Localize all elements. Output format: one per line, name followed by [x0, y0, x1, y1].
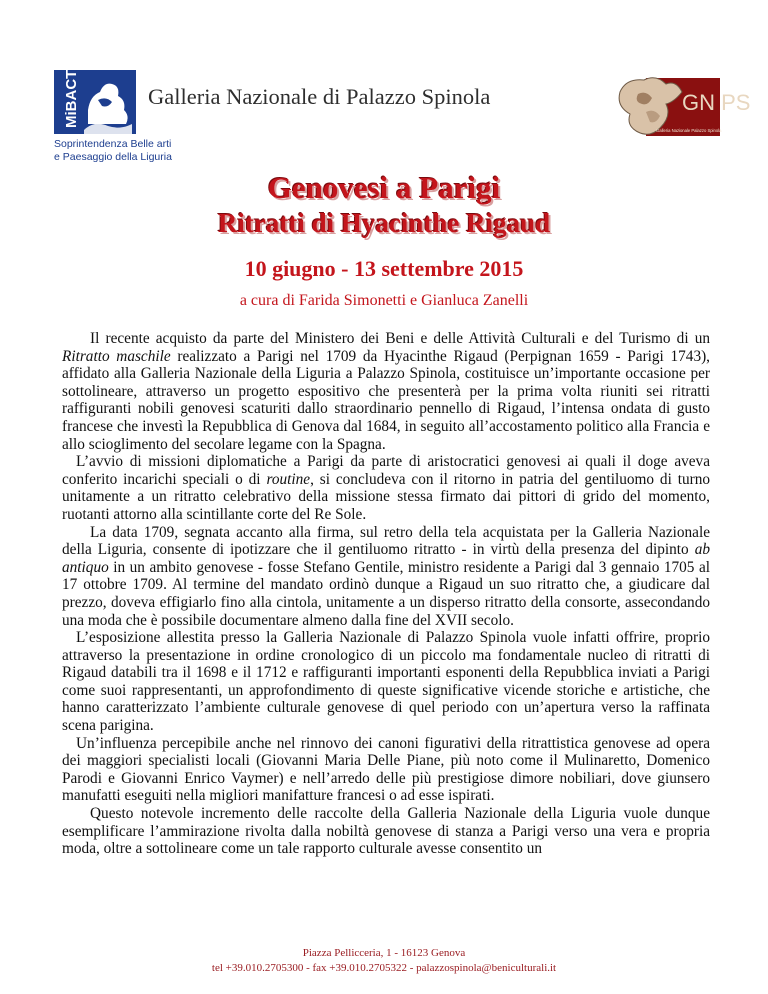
paragraph-2-text-a: L’avvio di missioni diplomatiche a Parigi da parte di aristocratici genovesi ai quali il doge aveva conferito incarichi speciali o di [62, 453, 710, 488]
paragraph-3-text-b: in un ambito genovese - fosse Stefano Gentile, ministro residente a Parigi dal 3 gennaio 1705 al 17 ottobre 1709. Al termine del mandato ordinò dunque a Rigaud un suo ritratto che, a giudicare dal prezzo, doveva effigiarlo fino alla cintola, unitamente a un disperso ritratto della consorte, assecondando una moda che è possibile documentare almeno dalla fine del XVII secolo. [62, 558, 710, 629]
gnps-logo-graphic [616, 72, 751, 144]
ministry-subtitle [54, 138, 214, 163]
exhibition-subtitle: Ritratti di Hyacinthe Rigaud [217, 208, 551, 238]
exhibition-title: Genovesi a Parigi [267, 170, 501, 205]
paragraph-4: L’esposizione allestita presso la Galleria Nazionale di Palazzo Spinola vuole infatti offrire, proprio attraverso la presentazione in ordine cronologico di un piccolo ma fondamentale nucleo di ritratti di Rigaud databili tra il 1698 e il 1712 e raffiguranti importanti esponenti della Repubblica inviati a Parigi come suoi rappresentanti, un approfondimento di queste significative vicende storiche e artistiche, che hanno caratterizzato l’ambiente culturale genovese di quel periodo con un’apertura verso la raffinata scena parigina. [62, 629, 710, 735]
paragraph-6: Questo notevole incremento delle raccolte della Galleria Nazionale della Liguria vuole dunque esemplificare l’ammirazione rivolta dalla nobiltà genovese di stanza a Parigi verso una vera e propria moda, oltre a sottolineare come un tale rapporto culturale avesse consentito un [62, 805, 710, 858]
gnps-logo [616, 72, 751, 144]
exhibition-curators: a cura di Farida Simonetti e Gianluca Zanelli [239, 292, 529, 309]
paragraph-3-italic: ab antiquo [62, 541, 710, 576]
paragraph-1-italic: Ritratto maschile [62, 347, 171, 365]
mibact-logo [54, 70, 136, 134]
mibact-logo-graphic [54, 70, 136, 134]
footer-contacts: tel +39.010.2705300 - fax +39.010.2705322 - palazzospinola@beniculturali.it [211, 962, 557, 974]
paragraph-3 [62, 524, 710, 630]
footer [0, 946, 768, 976]
paragraph-1 [62, 330, 710, 453]
paragraph-1-text-a: Il recente acquisto da parte del Ministero dei Beni e delle Attività Culturali e del Turismo di un [90, 330, 710, 347]
paragraph-2-text-b: , si concludeva con il ritorno in patria del gentiluomo di turno unitamente a un ritratto celebrativo della missione stessa firmato dai pittori di grido del momento, ruotanti attorno alla scintillante corte del Re Sole. [62, 470, 710, 523]
gallery-title: Galleria Nazionale di Palazzo Spinola [148, 84, 491, 109]
body-text [62, 330, 710, 858]
paragraph-5: Un’influenza percepibile anche nel rinnovo dei canoni figurativi della ritrattistica genovese ad opera dei maggiori specialisti locali (Giovanni Maria Delle Piane, più noto come il Mulinaretto, Domenico Parodi e Giovanni Enrico Vaymer) e nell’arredo delle più prestigiose dimore nobiliari, dove giunsero manufatti eseguiti nella migliori manifatture francesi o ad esse ispirati. [62, 734, 710, 805]
ministry-subtitle-line2: e Paesaggio della Liguria [54, 150, 172, 163]
paragraph-2-italic: routine [266, 470, 311, 488]
paragraph-3-text-a: La data 1709, segnata accanto alla firma, sul retro della tela acquistata per la Galleria Nazionale della Liguria, consente di ipotizzare che il gentiluomo ritratto - in virtù della presenza del dipinto [62, 523, 710, 559]
mibact-logo-text: MiBACT [63, 69, 80, 128]
paragraph-2 [62, 453, 710, 523]
ministry-subtitle-line1: Soprintendenza Belle arti [54, 138, 172, 150]
gnps-logo-text: GN PS [682, 90, 751, 115]
exhibition-dates: 10 giugno - 13 settembre 2015 [244, 256, 524, 281]
paragraph-1-text-b: realizzato a Parigi nel 1709 da Hyacinthe Rigaud (Perpignan 1659 - Parigi 1743), affidato alla Galleria Nazionale della Liguria a Palazzo Spinola, costituisce un’importante occasione per sottolineare, attraverso un progetto espositivo che presenterà per la prima volta riuniti sei ritratti raffiguranti nobili genovesi scaturiti dallo straordinario pennello di Rigaud, l’intensa ondata di gusto francese che investì la Repubblica di Genova dal 1684, in seguito all’accostamento politico alla Francia e allo scioglimento del secolare legame con la Spagna. [62, 347, 711, 453]
gnps-logo-caption: Galleria Nazionale Palazzo Spinola [656, 128, 722, 133]
footer-address: Piazza Pellicceria, 1 - 16123 Genova [302, 947, 466, 959]
